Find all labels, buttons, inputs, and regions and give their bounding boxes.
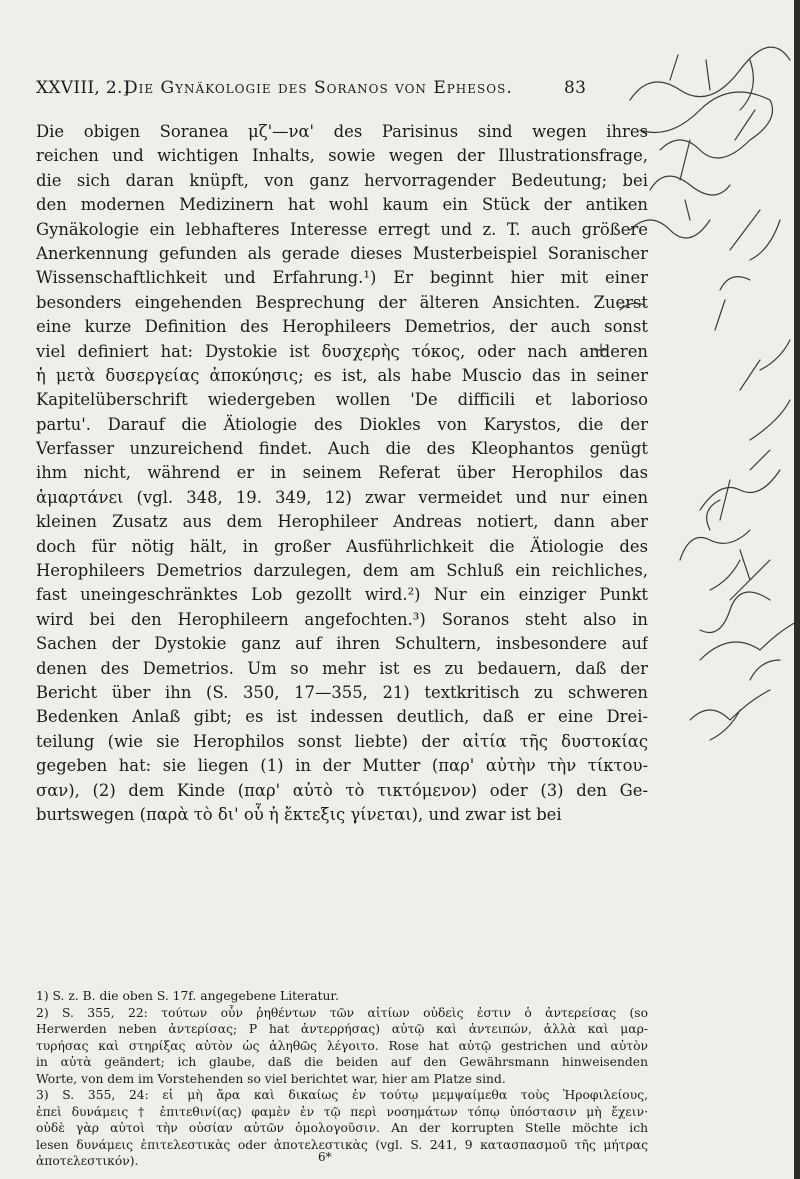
page-edge-shadow: [794, 0, 800, 1179]
signature-mark: 6*: [318, 1150, 332, 1164]
text-line: eine kurze Definition des Herophileers Demetrios, der auch sonst: [36, 317, 648, 337]
text-line: Herophileers Demetrios darzulegen, dem am Schluß ein reichliches,: [36, 561, 648, 581]
footnote-line: 2) S. 355, 22: τούτων οὖν ῥηθέντων τῶν αἰτίων οὐδεὶς ἐστιν ὁ ἀντερείσας (so: [36, 1005, 648, 1020]
text-line: Anerkennung gefunden als gerade dieses Musterbeispiel Soranischer: [36, 243, 648, 263]
footnote-line: Herwerden neben ἀντερίσας; P hat ἀντερρήσας) αὐτῷ καὶ ἀντειπών, ἀλλὰ καὶ μαρ-: [36, 1022, 648, 1036]
text-line: Kapitelüberschrift wiedergeben wollen 'De difficili et laborioso: [36, 390, 648, 410]
text-line: Wissenschaftlichkeit und Erfahrung.¹) Er beginnt hier mit einer: [36, 268, 648, 288]
footnote-line: Worte, von dem im Vorstehenden so viel berichtet war, hier am Platze sind.: [36, 1071, 506, 1086]
running-header: [36, 78, 616, 108]
text-line: wird bei den Herophileern angefochten.³) Soranos steht also in: [36, 609, 648, 629]
text-line: gegeben hat: sie liegen (1) in der Mutter (παρ' αὐτὴν τὴν τίκτου-: [36, 756, 648, 776]
text-line: burtswegen (παρὰ τὸ δι' οὗ ἡ ἔκτεξις γίνεται), und zwar ist bei: [36, 804, 562, 824]
text-line: teilung (wie sie Herophilos sonst liebte) der αἰτία τῆς δυστοκίας: [36, 731, 648, 751]
footnote-line: οὐδὲ γὰρ αὐτοὶ τὴν οὐσίαν αὐτῶν ὁμολογοῦσιν. An der korrupten Stelle möchte ich: [36, 1121, 648, 1135]
footnote-line: ἐπεὶ δυνάμεις † ἐπιτεθινί(ας) φαμὲν ἐν τῷ περὶ νοσημάτων τόπῳ ὑπόστασιν μὴ ἔχειν·: [36, 1104, 648, 1119]
page-number: 83: [564, 78, 587, 98]
text-line: ἡ μετὰ δυσεργείας ἀποκύησις; es ist, als habe Muscio das in seiner: [36, 365, 648, 385]
text-line: den modernen Medizinern hat wohl kaum ein Stück der antiken: [36, 195, 648, 215]
footnote-line: ἀποτελεστικόν).: [36, 1154, 139, 1168]
header-title: Die Gynäkologie des Soranos von Ephesos.: [124, 78, 513, 98]
text-line: partu'. Darauf die Ätiologie des Diokles von Karystos, die der: [36, 414, 648, 434]
text-line: Verfasser unzureichend findet. Auch die des Kleophantos genügt: [36, 439, 648, 459]
footnote-line: lesen δυνάμεις ἐπιτελεστικὰς oder ἀποτελεστικὰς (vgl. S. 241, 9 κατασπασμοῦ τῆς μήτρας: [36, 1137, 648, 1152]
text-line: ihm nicht, während er in seinem Referat über Herophilos das: [36, 463, 648, 483]
text-line: doch für nötig hält, in großer Ausführlichkeit die Ätiologie des: [36, 536, 648, 556]
text-line: die sich daran knüpft, von ganz hervorragender Bedeutung; bei: [36, 170, 648, 190]
text-line: ἁμαρτάνει (vgl. 348, 19. 349, 12) zwar vermeidet und nur einen: [36, 487, 648, 507]
header-volume-ref: XXVIII, 2.]: [36, 78, 130, 98]
footnote-line: τυρήσας καὶ στηρίξας αὐτὸν ὡς ἀληθῶς λέγοιτο. Rose hat αὐτῷ gestrichen und αὐτὸν: [36, 1038, 648, 1053]
footnote-line: 3) S. 355, 24: εἰ μὴ ἄρα καὶ δικαίως ἐν τούτῳ μεμψαίμεθα τοὺς Ἡροφιλείους,: [36, 1088, 648, 1102]
text-line: σαν), (2) dem Kinde (παρ' αὐτὸ τὸ τικτόμενον) oder (3) den Ge-: [36, 780, 648, 800]
body-text: [36, 120, 648, 827]
text-line: Sachen der Dystokie ganz auf ihren Schultern, insbesondere auf: [36, 634, 648, 654]
text-line: Die obigen Soranea μζ'—να' des Parisinus sind wegen ihres: [36, 122, 648, 141]
footnotes: [36, 988, 648, 1170]
text-line: viel definiert hat: Dystokie ist δυσχερὴς τόκος, oder nach anderen: [36, 341, 648, 361]
text-line: Bedenken Anlaß gibt; es ist indessen deutlich, daß er eine Drei-: [36, 707, 648, 727]
text-line: Bericht über ihn (S. 350, 17—355, 21) textkritisch zu schweren: [36, 682, 648, 702]
text-line: besonders eingehenden Besprechung der älteren Ansichten. Zuerst: [36, 292, 648, 312]
footnote-line: in αὐτὰ geändert; ich glaube, daß die beiden auf den Gewährsmann hinweisenden: [36, 1055, 648, 1069]
text-line: reichen und wichtigen Inhalts, sowie wegen der Illustrationsfrage,: [36, 146, 648, 166]
text-line: fast uneingeschränktes Lob gezollt wird.²) Nur ein einziger Punkt: [36, 585, 648, 605]
text-line: Gynäkologie ein lebhafteres Interesse erregt und z. T. auch größere: [36, 219, 648, 239]
footnote-line: 1) S. z. B. die oben S. 17f. angegebene Literatur.: [36, 989, 339, 1003]
text-line: kleinen Zusatz aus dem Herophileer Andreas notiert, dann aber: [36, 512, 648, 532]
text-line: denen des Demetrios. Um so mehr ist es zu bedauern, daß der: [36, 658, 648, 678]
